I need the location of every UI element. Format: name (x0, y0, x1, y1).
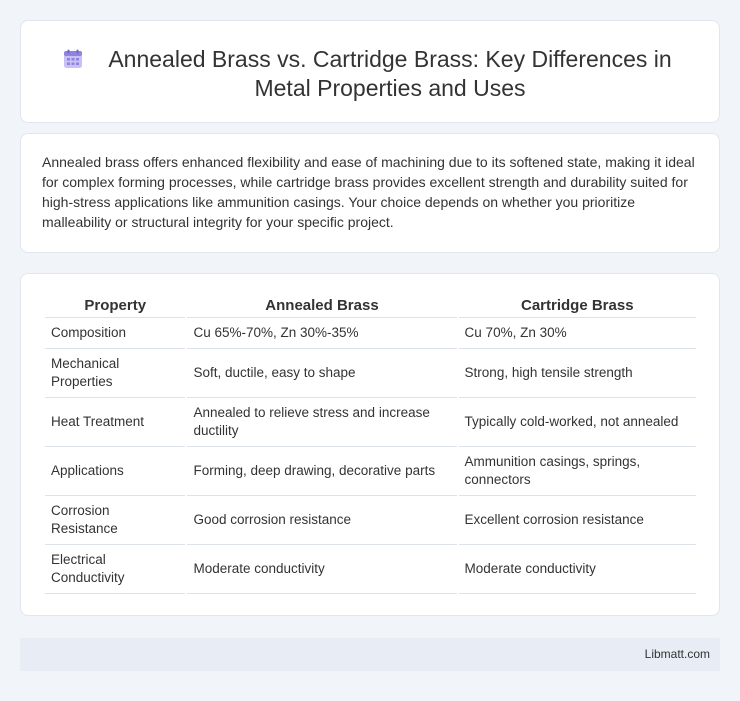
property-cell: Applications (45, 447, 185, 496)
table-row (45, 398, 696, 447)
property-cell: Mechanical Properties (45, 349, 185, 398)
annealed-value-cell: Forming, deep drawing, decorative parts (187, 447, 456, 496)
table-row (45, 496, 696, 545)
title-row (21, 45, 719, 103)
column-header-cartridge-brass: Cartridge Brass (459, 294, 696, 318)
column-header-property: Property (45, 294, 185, 318)
cartridge-value-cell: Moderate conductivity (459, 545, 696, 594)
summary-paragraph: Annealed brass offers enhanced flexibility and ease of machining due to its softened state, making it ideal for complex forming processes, while cartridge brass provides excellent strength and durability suited for high-stress applications like ammunition casings. Your choice depends on whether you prioritize malleability or structural integrity for your specific project. (42, 154, 695, 230)
table-row (45, 447, 696, 496)
comparison-table-card (20, 273, 720, 616)
annealed-value-cell: Moderate conductivity (187, 545, 456, 594)
footer-site-link[interactable]: Libmatt.com (644, 647, 710, 661)
cartridge-value-cell: Typically cold-worked, not annealed (459, 398, 696, 447)
table-row (45, 545, 696, 594)
property-cell: Corrosion Resistance (45, 496, 185, 545)
comparison-table (43, 294, 698, 594)
cartridge-value-cell: Strong, high tensile strength (459, 349, 696, 398)
footer-bar (20, 638, 720, 671)
cartridge-value-cell: Ammunition casings, springs, connectors (459, 447, 696, 496)
table-row (45, 318, 696, 349)
calendar-grid-icon (61, 47, 85, 71)
summary-card (20, 133, 720, 253)
property-cell: Electrical Conductivity (45, 545, 185, 594)
annealed-value-cell: Annealed to relieve stress and increase ductility (187, 398, 456, 447)
annealed-value-cell: Soft, ductile, easy to shape (187, 349, 456, 398)
page-title: Annealed Brass vs. Cartridge Brass: Key Differences in Metal Properties and Uses (108, 46, 672, 101)
table-header-row (45, 294, 696, 318)
property-cell: Heat Treatment (45, 398, 185, 447)
property-cell: Composition (45, 318, 185, 349)
column-header-annealed-brass: Annealed Brass (187, 294, 456, 318)
table-row (45, 349, 696, 398)
header-card (20, 20, 720, 123)
annealed-value-cell: Cu 65%-70%, Zn 30%-35% (187, 318, 456, 349)
cartridge-value-cell: Cu 70%, Zn 30% (459, 318, 696, 349)
cartridge-value-cell: Excellent corrosion resistance (459, 496, 696, 545)
annealed-value-cell: Good corrosion resistance (187, 496, 456, 545)
